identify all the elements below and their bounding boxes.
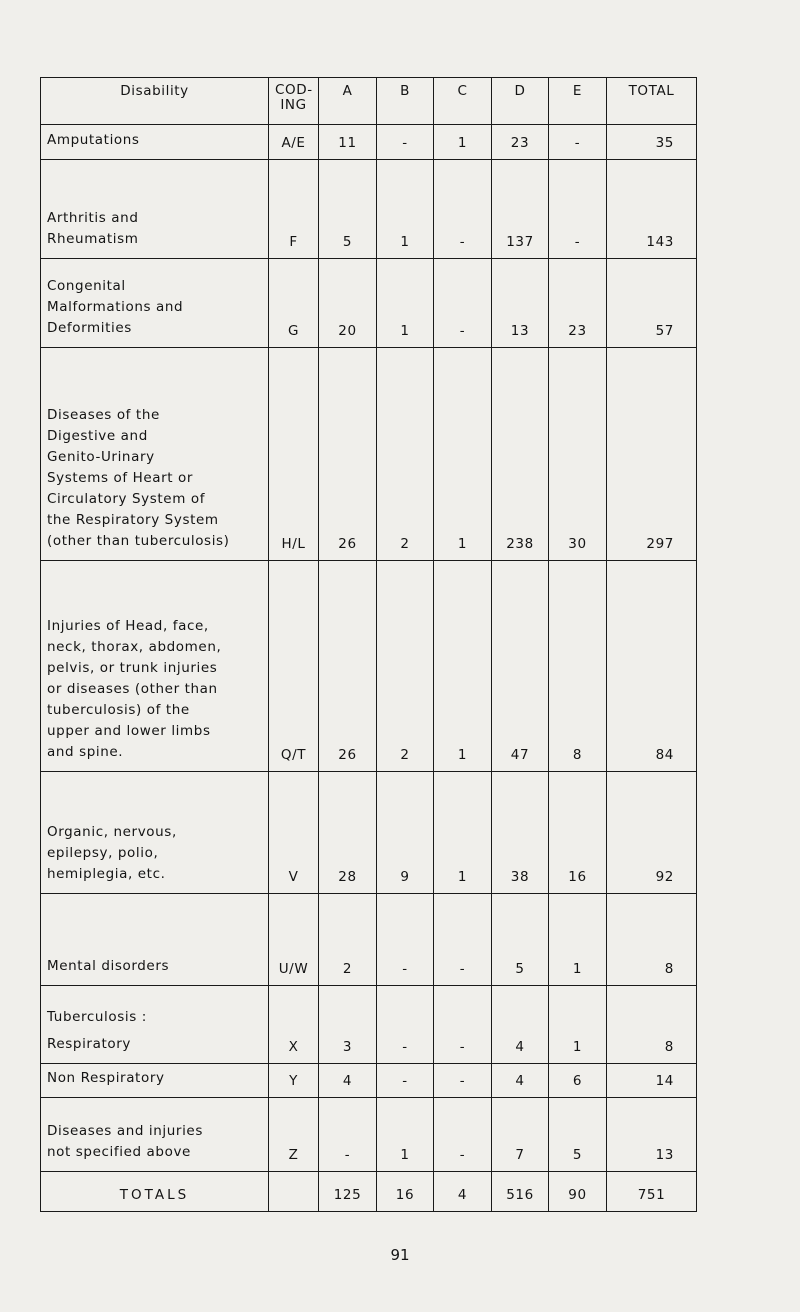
cell-a: 4: [319, 1064, 377, 1098]
disability-label-line: epilepsy, polio,: [47, 845, 159, 861]
cell-coding: F: [269, 160, 319, 259]
cell-d: 238: [492, 348, 549, 561]
cell-d: 47: [492, 561, 549, 772]
cell-coding: X: [269, 986, 319, 1064]
cell-coding: H/L: [269, 348, 319, 561]
disability-label-line: neck, thorax, abdomen,: [47, 639, 222, 655]
disability-label-line: Diseases of the: [47, 407, 160, 423]
cell-d: 7: [492, 1098, 549, 1172]
header-row: [41, 78, 697, 125]
disability-label: [41, 894, 269, 986]
cell-coding: Y: [269, 1064, 319, 1098]
cell-b: -: [377, 986, 434, 1064]
cell-total: 8: [607, 894, 697, 986]
cell-total: 14: [607, 1064, 697, 1098]
table-body: [41, 125, 697, 1212]
disability-label: [41, 986, 269, 1064]
cell-total: 8: [607, 986, 697, 1064]
header-d: D: [492, 78, 549, 125]
disability-label-line: upper and lower limbs: [47, 723, 211, 739]
disability-label-line: Rheumatism: [47, 231, 139, 247]
cell-a: 28: [319, 772, 377, 894]
table-row: [41, 894, 697, 986]
cell-c: 1: [434, 772, 492, 894]
group-label: Tuberculosis :: [47, 1009, 147, 1025]
cell-a: 3: [319, 986, 377, 1064]
cell-a: 2: [319, 894, 377, 986]
totals-row: [41, 1172, 697, 1212]
disability-label-line: Arthritis and: [47, 210, 139, 226]
cell-a: 26: [319, 561, 377, 772]
cell-c: 1: [434, 348, 492, 561]
table-row: [41, 160, 697, 259]
cell-c: -: [434, 1098, 492, 1172]
cell-b: -: [377, 894, 434, 986]
cell-e: 30: [549, 348, 607, 561]
cell-total: 84: [607, 561, 697, 772]
cell-b: 1: [377, 1098, 434, 1172]
cell-d: 13: [492, 259, 549, 348]
cell-a: 11: [319, 125, 377, 160]
cell-e: 6: [549, 1064, 607, 1098]
cell-d: 4: [492, 1064, 549, 1098]
disability-label: [41, 772, 269, 894]
cell-e: 1: [549, 894, 607, 986]
header-total: TOTAL: [607, 78, 697, 125]
table-row: [41, 259, 697, 348]
cell-c: 1: [434, 561, 492, 772]
cell-total: 92: [607, 772, 697, 894]
cell-coding: Z: [269, 1098, 319, 1172]
disability-label-line: or diseases (other than: [47, 681, 218, 697]
cell-d: 5: [492, 894, 549, 986]
disability-label-line: Amputations: [47, 132, 140, 148]
cell-e: -: [549, 160, 607, 259]
cell-c: -: [434, 986, 492, 1064]
disability-label: [41, 348, 269, 561]
header-c: C: [434, 78, 492, 125]
disability-label: [41, 125, 269, 160]
total-cell-b: 16: [377, 1172, 434, 1212]
disability-label-line: Digestive and: [47, 428, 148, 444]
disability-label-line: Systems of Heart or: [47, 470, 194, 486]
cell-coding: Q/T: [269, 561, 319, 772]
header-coding-line: COD-: [275, 82, 313, 98]
disability-label-line: Malformations and: [47, 299, 184, 315]
header-coding: [269, 78, 319, 125]
cell-d: 38: [492, 772, 549, 894]
cell-coding: U/W: [269, 894, 319, 986]
cell-coding: A/E: [269, 125, 319, 160]
disability-label-line: Organic, nervous,: [47, 824, 177, 840]
cell-total: 143: [607, 160, 697, 259]
total-cell-coding: [269, 1172, 319, 1212]
cell-b: 2: [377, 348, 434, 561]
totals-label: TOTALS: [41, 1172, 269, 1212]
cell-e: 8: [549, 561, 607, 772]
cell-d: 4: [492, 986, 549, 1064]
cell-b: 2: [377, 561, 434, 772]
disability-label-line: pelvis, or trunk injuries: [47, 660, 218, 676]
cell-e: 23: [549, 259, 607, 348]
disability-label-line: tuberculosis) of the: [47, 702, 190, 718]
cell-b: 1: [377, 160, 434, 259]
cell-e: -: [549, 125, 607, 160]
page-number: 91: [390, 1246, 410, 1264]
disability-label-line: Congenital: [47, 278, 126, 294]
cell-b: -: [377, 125, 434, 160]
header-disability: Disability: [41, 78, 269, 125]
cell-b: -: [377, 1064, 434, 1098]
disability-label-line: and spine.: [47, 744, 124, 760]
table-row: [41, 772, 697, 894]
cell-total: 35: [607, 125, 697, 160]
disability-table: [40, 77, 697, 1212]
table-row: [41, 1064, 697, 1098]
cell-total: 13: [607, 1098, 697, 1172]
disability-label: [41, 259, 269, 348]
disability-label: [41, 1064, 269, 1098]
disability-label-line: (other than tuberculosis): [47, 533, 230, 549]
cell-total: 297: [607, 348, 697, 561]
table-row: [41, 986, 697, 1064]
disability-label-line: Mental disorders: [47, 958, 170, 974]
total-cell-c: 4: [434, 1172, 492, 1212]
cell-a: 5: [319, 160, 377, 259]
total-cell-d: 516: [492, 1172, 549, 1212]
cell-e: 5: [549, 1098, 607, 1172]
disability-label-line: hemiplegia, etc.: [47, 866, 166, 882]
disability-label: [41, 1098, 269, 1172]
disability-label-line: Diseases and injuries: [47, 1123, 203, 1139]
cell-c: -: [434, 259, 492, 348]
disability-label-line: Deformities: [47, 320, 132, 336]
disability-label-line: Respiratory: [47, 1036, 131, 1052]
table-row: [41, 1098, 697, 1172]
header-a: A: [319, 78, 377, 125]
cell-a: 26: [319, 348, 377, 561]
cell-e: 1: [549, 986, 607, 1064]
disability-label: [41, 160, 269, 259]
cell-e: 16: [549, 772, 607, 894]
table-row: [41, 561, 697, 772]
cell-d: 137: [492, 160, 549, 259]
cell-b: 1: [377, 259, 434, 348]
cell-c: 1: [434, 125, 492, 160]
disability-label-line: the Respiratory System: [47, 512, 219, 528]
cell-coding: G: [269, 259, 319, 348]
disability-label: [41, 561, 269, 772]
cell-a: 20: [319, 259, 377, 348]
disability-label-line: Injuries of Head, face,: [47, 618, 209, 634]
total-cell-total: 751: [607, 1172, 697, 1212]
disability-label-line: Non Respiratory: [47, 1070, 165, 1086]
header-coding-line: ING: [280, 97, 307, 113]
cell-coding: V: [269, 772, 319, 894]
cell-c: -: [434, 894, 492, 986]
cell-d: 23: [492, 125, 549, 160]
disability-label-line: Circulatory System of: [47, 491, 206, 507]
cell-b: 9: [377, 772, 434, 894]
cell-a: -: [319, 1098, 377, 1172]
total-cell-a: 125: [319, 1172, 377, 1212]
disability-label-line: not specified above: [47, 1144, 191, 1160]
header-e: E: [549, 78, 607, 125]
total-cell-e: 90: [549, 1172, 607, 1212]
table-row: [41, 348, 697, 561]
cell-total: 57: [607, 259, 697, 348]
table-row: [41, 125, 697, 160]
disability-label-line: Genito-Urinary: [47, 449, 155, 465]
cell-c: -: [434, 160, 492, 259]
header-b: B: [377, 78, 434, 125]
cell-c: -: [434, 1064, 492, 1098]
